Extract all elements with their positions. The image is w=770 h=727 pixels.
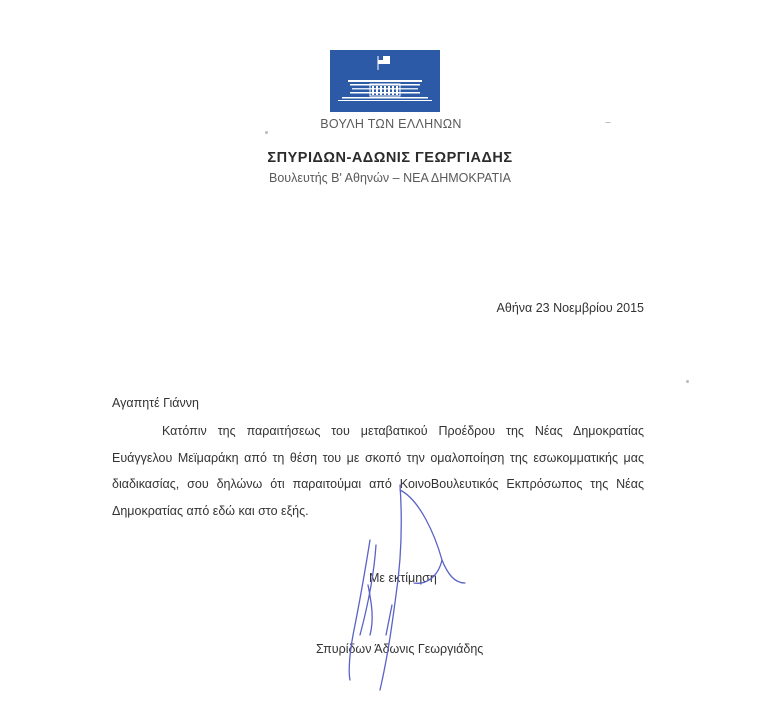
mp-name-heading: ΣΠΥΡΙΔΩΝ-ΑΔΩΝΙΣ ΓΕΩΡΓΙΑΔΗΣ <box>267 150 513 166</box>
mp-title: Βουλευτής Β' Αθηνών – ΝΕΑ ΔΗΜΟΚΡΑΤΙΑ <box>269 171 511 185</box>
paper-speck <box>265 131 268 134</box>
letter-closing: Με εκτίμηση <box>369 571 437 585</box>
letter-date: Αθήνα 23 Νοεμβρίου 2015 <box>496 301 644 315</box>
signatory-name: Σπυρίδων Άδωνις Γεωργιάδης <box>316 642 484 656</box>
letter-greeting: Αγαπητέ Γιάννη <box>112 396 199 410</box>
paper-speck <box>605 122 611 123</box>
letter-body: Κατόπιν της παραιτήσεως του μεταβατικού Προέδρου της Νέας Δημοκρατίας Ευάγγελου Μεϊμαράκη από τη θέση του με σκοπό την ομαλοποίηση της εσωκομματικής μας διαδικασίας, σου δηλώνω ότι παραιτούμαι από ΚοινοΒουλευτικός Εκπρόσωπος της Νέας Δημοκρατίας από εδώ και στο εξής. <box>112 424 644 518</box>
parliament-building-icon <box>330 50 440 112</box>
institution-name: ΒΟΥΛΗ ΤΩΝ ΕΛΛΗΝΩΝ <box>320 117 462 131</box>
paper-speck <box>686 380 689 383</box>
